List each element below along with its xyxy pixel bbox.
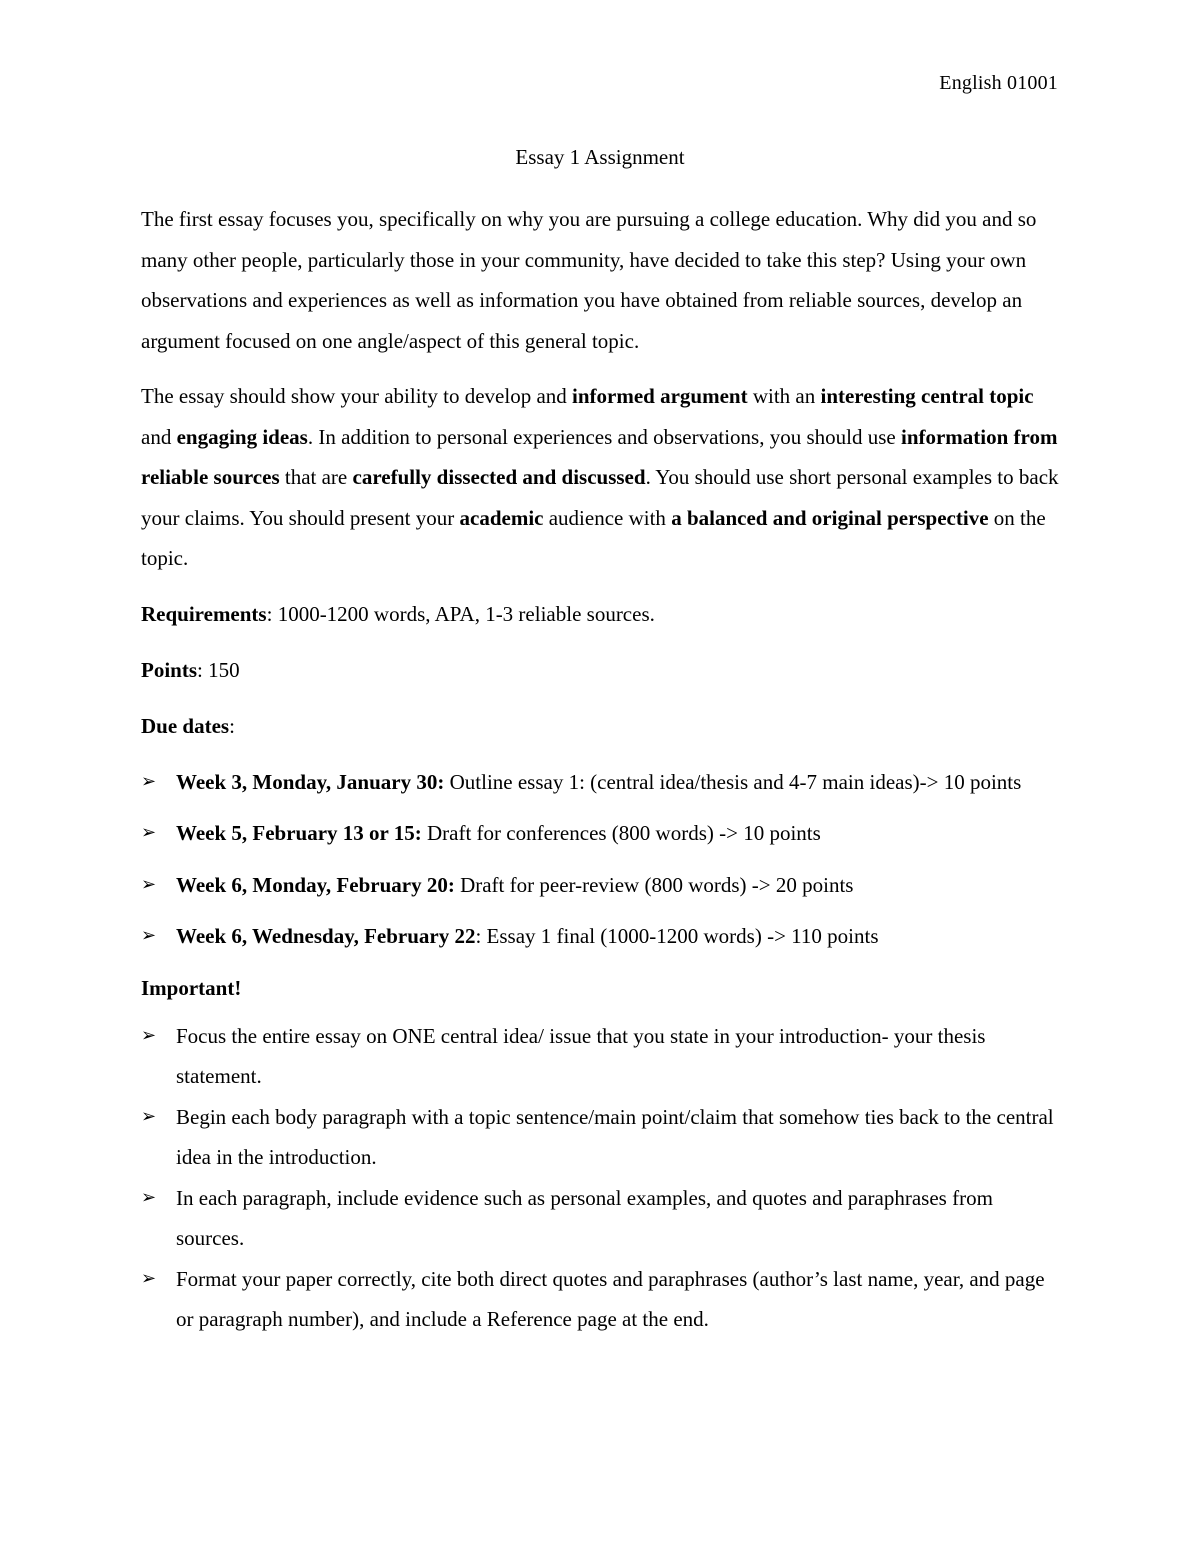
- due-dates-heading: [141, 706, 1066, 746]
- arrow-bullet-icon: ➢: [141, 1267, 157, 1289]
- requirements-label: Requirements: [141, 601, 267, 626]
- due-task: : Essay 1 final (1000-1200 words) -> 110 points: [475, 924, 879, 948]
- document-body: [141, 199, 1066, 1340]
- due-task: Draft for conferences (800 words) -> 10 points: [421, 821, 821, 845]
- due-date: Week 3, Monday, January 30:: [176, 769, 445, 794]
- important-list: [141, 1016, 1066, 1340]
- important-text: Focus the entire essay on ONE central idea/ issue that you state in your introduction- your thesis statement.: [176, 1023, 986, 1088]
- important-heading: [141, 968, 1066, 1008]
- text-run: and: [141, 424, 177, 449]
- due-task: Draft for peer-review (800 words) -> 20 points: [454, 872, 854, 897]
- list-item: [141, 1097, 1066, 1178]
- bold-run: information from reliable sources: [141, 424, 1058, 489]
- text-run: that are: [279, 465, 353, 489]
- arrow-bullet-icon: ➢: [141, 1186, 157, 1208]
- due-date: Week 6, Monday, February 20:: [176, 872, 455, 897]
- important-text: In each paragraph, include evidence such as personal examples, and quotes and paraphrases from sources.: [176, 1185, 993, 1250]
- due-dates-colon: :: [229, 713, 235, 738]
- bold-run: carefully dissected and discussed: [352, 465, 646, 489]
- bold-run: informed argument: [572, 384, 748, 408]
- arrow-bullet-icon: ➢: [141, 873, 157, 895]
- bold-run: interesting central topic: [820, 384, 1034, 408]
- due-task: Outline essay 1: (central idea/thesis and 4-7 main ideas)-> 10 points: [444, 769, 1022, 794]
- arrow-bullet-icon: ➢: [141, 1024, 157, 1046]
- second-paragraph: [141, 376, 1066, 579]
- text-run: on the topic.: [141, 505, 1046, 570]
- arrow-bullet-icon: ➢: [141, 1105, 157, 1127]
- important-text: Format your paper correctly, cite both direct quotes and paraphrases (author’s last name, year, and page or paragraph number), and include a Reference page at the end.: [176, 1266, 1045, 1331]
- important-text: Begin each body paragraph with a topic sentence/main point/claim that somehow ties back to the central idea in the introduction.: [176, 1104, 1054, 1169]
- due-date: Week 5, February 13 or 15:: [176, 821, 422, 845]
- arrow-bullet-icon: ➢: [141, 822, 157, 843]
- text-run: . In addition to personal experiences and observations, you should use: [307, 424, 901, 449]
- due-date: Week 6, Wednesday, February 22: [176, 924, 476, 948]
- document-title: Essay 1 Assignment: [515, 145, 685, 169]
- requirements-text: : 1000-1200 words, APA, 1-3 reliable sources.: [266, 601, 655, 626]
- course-header: English 01001: [939, 72, 1058, 94]
- text-run: audience with: [543, 505, 672, 530]
- list-item: [141, 1016, 1066, 1097]
- points-label: Points: [141, 657, 198, 682]
- list-item: [141, 1259, 1066, 1340]
- text-run: with an: [747, 384, 821, 408]
- points-text: : 150: [197, 657, 240, 682]
- arrow-bullet-icon: ➢: [141, 770, 157, 792]
- arrow-bullet-icon: ➢: [141, 925, 157, 946]
- important-label: Important!: [141, 975, 242, 1000]
- points-line: [141, 650, 1066, 690]
- list-item: [141, 865, 1066, 906]
- bold-run: academic: [459, 505, 544, 530]
- bold-run: engaging ideas: [176, 424, 308, 449]
- list-item: [141, 1178, 1066, 1259]
- list-item: [141, 762, 1066, 803]
- due-dates-label: Due dates: [141, 713, 230, 738]
- due-dates-list: [141, 762, 1066, 957]
- intro-paragraph: The first essay focuses you, specifically on why you are pursuing a college education. Why did you and so many other people, particularly those in your community, have decided to take this step? Using your own observations and experiences as well as information you have obtained from reliable sources, develop an argument focused on one angle/aspect of this general topic.: [141, 207, 1037, 353]
- bold-run: a balanced and original perspective: [671, 505, 989, 530]
- requirements-line: [141, 594, 1066, 634]
- text-run: The essay should show your ability to develop and: [141, 384, 573, 408]
- list-item: [141, 813, 1066, 854]
- text-run: . You should use short personal examples to back your claims. You should present your: [141, 465, 1059, 530]
- list-item: [141, 916, 1066, 957]
